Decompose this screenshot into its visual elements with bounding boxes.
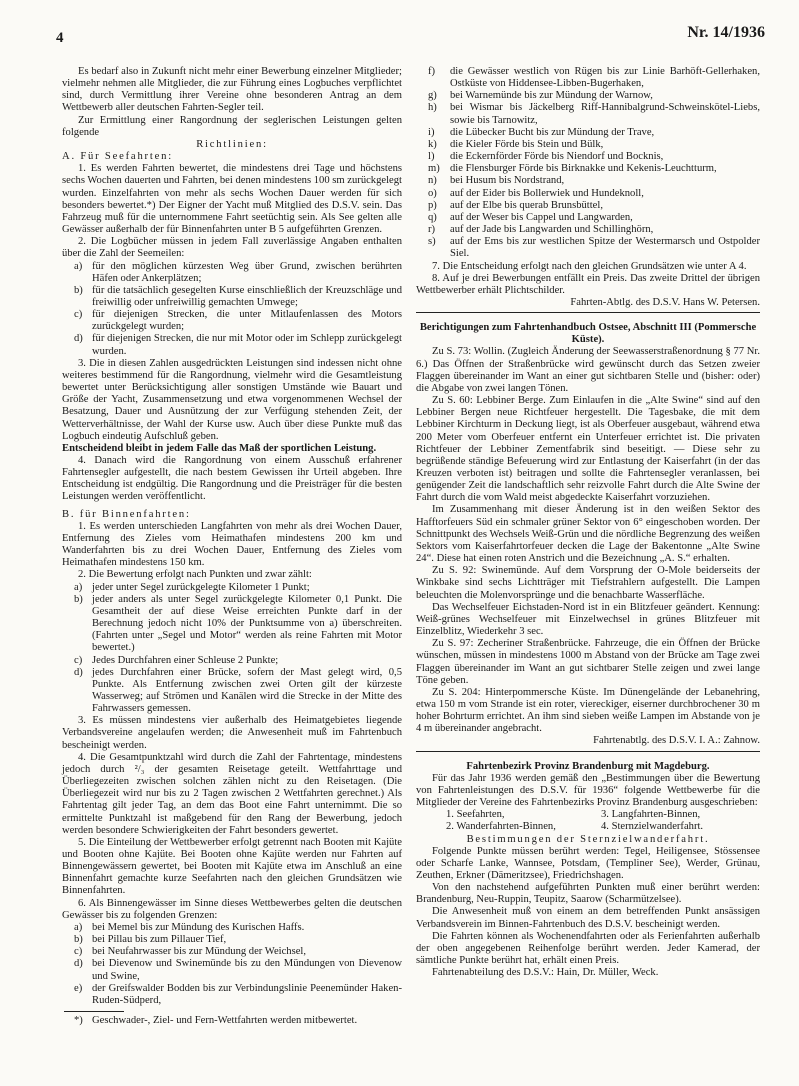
list-item: b) bei Pillau bis zum Pillauer Tief,: [74, 934, 227, 946]
article-title-berichtigungen: Berichtigungen zum Fahrtenhandbuch Ostsee, Abschnitt III (Pommersche Küste).: [419, 322, 757, 346]
paragraph: 8. Auf je drei Bewerbungen entfällt ein Preis. Das zweite Drittel der übrigen Wettbewerber erhält Plichtschilder.: [416, 272, 760, 296]
list-item: k) die Kieler Förde bis Stein und Bülk,: [428, 138, 604, 150]
list-row: [416, 809, 760, 821]
paragraph: Zu S. 92: Swinemünde. Auf dem Vorsprung der O-Mole beiderseits der Winkbake sind sechs Lichtträger mit Tiefstrahlern aufgestellt. Die Lampen beleuchten die Molenvorsprünge und die benachbarte Wasserfläche.: [416, 565, 760, 601]
paragraph: Die Anwesenheit muß von einem an dem betreffenden Punkt ansässigen Verbandsverein im Binnen-Fahrtenbuch des D.S.V. bescheinigt werden.: [416, 906, 760, 930]
paragraph: 1. Es werden unterschieden Langfahrten von mehr als drei Wochen Dauer, Entfernung des Zieles vom Heimathafen mindestens 200 km und Wanderfahrten bis zu drei Wochen Dauer, Entfernung des Zieles vom Heimathafen mindestens 150 km.: [62, 520, 402, 569]
article-title-fahrtenbezirk: Fahrtenbezirk Provinz Brandenburg mit Magdeburg.: [466, 760, 710, 772]
list-item: p) auf der Elbe bis querab Brunsbüttel,: [428, 199, 603, 211]
subheading-sternziel: Bestimmungen der Sternzielwanderfahrt.: [466, 833, 710, 845]
list-item: f) die Gewässer westlich von Rügen bis zur Linie Barhöft-Gellerhaken, Ostküste von Hiddensee-Libben-Bugerhaken,: [428, 66, 760, 90]
paragraph: Zu S. 204: Hinterpommersche Küste. Im Dünengelände der Lebanehring, etwa 150 m vom Strande ist ein roter, viereckiger, eiserner durchbrochener 30 m hoher Bohrturm errichtet. An ihm sind sieben weiße Lampen im Abstande von je 4 m übereinander angebracht.: [416, 686, 760, 735]
page-number: 4: [56, 30, 64, 46]
paragraph: Folgende Punkte müssen berührt werden: Tegel, Heiligensee, Stössensee oder Scharfe Lanke, Wannsee, Potsdam, (Templiner See), Werder, Grünau, Zeuthen, Erkner (Dämeritzsee), Friedrichshagen.: [416, 845, 760, 881]
bold-statement: Entscheidend bleibt in jedem Falle das Maß der sportlichen Leistung.: [62, 442, 377, 454]
paragraph: Im Zusammenhang mit dieser Änderung ist in den weißen Sektor des Hafftorfeuers Süd ein schmaler grüner Sektor von 6° eingeschoben worden. Der Schnittpunkt des Wechsels Weiß-Grün und die nördliche Begrenzung des weißen Sektors vom Kaiserfahrtorfeuer decken die Lage der Bakentonne „Alte Swine 24“. Diese hat einen roten Anstrich und die Bezeichnung „A. S.“ erhalten.: [416, 504, 760, 565]
paragraph: Für das Jahr 1936 werden gemäß den „Bestimmungen über die Bewertung von Fahrtenleistungen des D.S.V. für 1936“ folgende Wettbewerbe für die Mitglieder der Vereine des Fahrtenbezirks Provinz Brandenburg ausgeschrieben:: [416, 772, 760, 809]
signature: Fahrtenabteilung des D.S.V.: Hain, Dr. Müller, Weck.: [432, 967, 659, 979]
paragraph: 4. Danach wird die Rangordnung von einem Ausschuß erfahrener Fahrtensegler aufgestellt, die nach bestem Gewissen ihr Urteil abgeben. Ihre Entscheidung ist endgültig. Die Rangordnung und die Preisträger für die besten Leistungen werden veröffentlicht.: [62, 455, 402, 503]
section-heading-seefahrten: A. Für Seefahrten:: [62, 151, 173, 163]
list-item: 3. Langfahrten-Binnen,: [601, 809, 701, 821]
list-item: s) auf der Ems bis zur westlichen Spitze der Westermarsch und Ostpolder Siel.: [428, 236, 760, 260]
paragraph: 1. Es werden Fahrten bewertet, die mindestens drei Tage und höchstens sechs Wochen dauerten und Fahrten, bei denen mindestens 100 sm zurückgelegt wurden. Einzelfahrten von mehr als sechs Wochen Dauer werden für sich besonders bewertet.*) Der Eigner der Yacht muß Mitglied des D.S.V. sein. Das Fahrzeug muß für die unternommene Fahrt seetüchtig sein. Als See gelten alle Gewässer außerhalb der für Binnenfahrten unter B 5 aufgeführten Grenzen.: [62, 163, 402, 236]
list-item: 4. Sternzielwanderfahrt.: [601, 821, 704, 833]
paragraph: Von den nachstehend aufgeführten Punkten muß einer berührt werden: Brandenburg, Neu-Ruppin, Teupitz, Saarow (Scharmützelsee).: [416, 882, 760, 906]
list-row: [416, 821, 760, 833]
paragraph: 3. Die in diesen Zahlen ausgedrückten Leistungen sind indessen nicht ohne weiteres bestimmend für die Rangordnung, vielmehr wird die Gesamtleistung bewertet unter Berücksichtigung aller sonstigen Umstände wie Bauart und Größe der Yacht, Zusammensetzung und etwa vorgenommenen Wechsel der Besatzung, Dauer und Ausnützung der zur Verfügung stehenden Zeit, der Wetterverhältnisse, der Wahl der Kurse usw. Auch über diese Punkte muß das Logbuch eindeutig Aufschluß geben.: [62, 357, 402, 442]
paragraph: 4. Die Gesamtpunktzahl wird durch die Zahl der Fahrtentage, mindestens jedoch durch ²/₃ der gesamten Reisetage geteilt. Wettfahrttage und Überliegezeiten zwischen solchen zählen nicht zu den Reisetagen. (Die Überliegezeit wird nur bis zu 2 Tagen zwischen 2 Wettfahrten gerechnet.) Als Fahrtentag gilt jeder Tag, an dem das Boot eine Fahrt unternimmt. Die so ermittelte Punktzahl ist maßgebend für den Rang der Bewerbung, jedoch werden besondere Schwierigkeiten der Fahrt besonders gewertet.: [62, 751, 402, 836]
paragraph: Zu S. 60: Lebbiner Berge. Zum Einlaufen in die „Alte Swine“ sind auf den Lebbiner Bergen neue Richtfeuer hergestellt. Die Tagesbake, die mit dem Lebbiner Kirchturm in Deckung liegt, ist als Oberfeuer ausgebaut, während etwa 200 Meter vom Oberfeuer entfernt ein Unterfeuer errichtet ist. Die privaten Richtfeuer der Lebbiner Zementfabrik sind beseitigt. — Diese sehr zu begrüßende ständige Befeuerung wird zur Entlastung der Kaiserfahrt (in der das Kreuzen verboten ist) beitragen und sollte die Fahrtensegler veranlassen, bei genügender Zeit die landschaftlich sehr reizvolle Fahrt durch die Alte Swine der Fahrt durch die vom Wald meist abgedeckte Kaiserfahrt vorzuziehen.: [416, 395, 760, 504]
list-item: c) für diejenigen Strecken, die unter Mitlaufenlassen des Motors zurückgelegt wurden;: [74, 309, 402, 333]
paragraph: 5. Die Einteilung der Wettbewerber erfolgt getrennt nach Booten mit Kajüte und Booten ohne Kajüte. Bei Booten ohne Kajüte werden nur Fahrten auf Binnengewässern gewertet, bei Booten mit Kajüte etwa im Anschluß an eine Binnenfahrt gemachte kurze Seefahrten nach den gleichen Grundsätzen wie Binnenfahrten.: [62, 836, 402, 897]
list-b6-continued: [416, 66, 760, 261]
paragraph: 2. Die Bewertung erfolgt nach Punkten und zwar zählt:: [78, 569, 312, 581]
left-column: [62, 66, 402, 1027]
list-item: g) bei Warnemünde bis zur Mündung der Warnow,: [428, 90, 653, 102]
list-item: d) jedes Durchfahren einer Brücke, sofern der Mast gelegt wird, 0,5 Punkte. Als Entfernung zwischen zwei Orten gilt der kürzeste Wasserweg; auf Strömen und Kanälen wird die Strecke in der Mitte des Fahrwassers gemessen.: [74, 666, 402, 715]
list-item: l) die Eckernförder Förde bis Niendorf und Bocknis,: [428, 151, 664, 163]
paragraph: 7. Die Entscheidung erfolgt nach den gleichen Grundsätzen wie unter A 4.: [432, 260, 747, 272]
paragraph: 3. Es müssen mindestens vier außerhalb des Heimatgebietes liegende Verbandsvereine angelaufen werden; die Anwesenheit muß im Fahrtenbuch bescheinigt werden.: [62, 715, 402, 751]
footnote: *) Geschwader-, Ziel- und Fern-Wettfahrten werden mitbewertet.: [74, 1015, 358, 1027]
list-a2: [62, 261, 402, 358]
issue-number: Nr. 14/1936: [687, 24, 765, 41]
list-item: a) bei Memel bis zur Mündung des Kurischen Haffs.: [74, 921, 305, 933]
list-item: d) bei Dievenow und Swinemünde bis zu den Mündungen von Dievenow und Swine,: [74, 958, 402, 982]
list-item: e) der Greifswalder Bodden bis zur Verbindungslinie Peenemünder Haken-Ruden-Südperd,: [74, 982, 402, 1006]
paragraph: Das Wechselfeuer Eichstaden-Nord ist in ein Blitzfeuer geändert. Kennung: Weiß-grünes Wechselfeuer mit Einzelwechsel in grünes Blitzfeuer mit Einzelblitz, Wiederkehr 3 sec.: [416, 601, 760, 638]
list-item: d) für diejenigen Strecken, die nur mit Motor oder im Schlepp zurückgelegt wurden.: [74, 333, 402, 357]
list-item: m) die Flensburger Förde bis Birknakke und Kekenis-Leuchtturm,: [428, 163, 717, 175]
paragraph: 2. Die Logbücher müssen in jedem Fall zuverlässige Angaben enthalten über die Zahl der Seemeilen:: [62, 236, 402, 260]
paragraph: Zu S. 73: Wollin. (Zugleich Änderung der Seewasserstraßenordnung § 77 Nr. 6.) Das Öffnen der Straßenbrücke wird gewünscht durch das Setzen zweier Flaggen übereinander im Want an einer gut sichtbaren Stelle und (bisher: oder) die Abgabe von zwei langen Tönen.: [416, 346, 760, 394]
signature: Fahrtenabtlg. des D.S.V. I. A.: Zahnow.: [593, 735, 760, 747]
section-heading-richtlinien: Richtlinien:: [196, 138, 268, 150]
list-item: r) auf der Jade bis Langwarden und Schillinghörn,: [428, 224, 654, 236]
list-item: c) bei Neufahrwasser bis zur Mündung der Weichsel,: [74, 946, 307, 958]
paragraph: Die Fahrten können als Wochenendfahrten oder als Ferienfahrten außerhalb der oben angegebenen Reihenfolge berührt werden. Jeder Kamerad, der sämtliche Punkte berührt hat, erhält einen Preis.: [416, 930, 760, 967]
signature: Fahrten-Abtlg. des D.S.V. Hans W. Petersen.: [570, 296, 760, 308]
paragraph: 6. Als Binnengewässer im Sinne dieses Wettbewerbes gelten die deutschen Gewässer bis zu folgenden Grenzen:: [62, 897, 402, 921]
list-item: b) für die tatsächlich gesegelten Kurse einschließlich der Kreuzschläge und freiwillig oder unfreiwillig gemachten Umwege;: [74, 284, 402, 308]
footnote-divider: [64, 1011, 124, 1012]
list-item: q) auf der Weser bis Cappel und Langwarden,: [428, 211, 633, 223]
list-item: 1. Seefahrten,: [446, 809, 505, 821]
list-item: 2. Wanderfahrten-Binnen,: [446, 821, 556, 833]
list-item: n) bei Husum bis Nordstrand,: [428, 175, 565, 187]
right-column: [416, 66, 760, 979]
list-item: c) Jedes Durchfahren einer Schleuse 2 Punkte;: [74, 654, 279, 666]
list-item: b) jeder anders als unter Segel zurückgelegte Kilometer 0,1 Punkt. Die Gesamtheit der auf diese Weise erreichten Punkte darf in der Berechnung jedoch nicht 10% der Punktsumme von a) überschreiten. (Fahrten unter „Segel und Motor“ werden als reine Fahrten mit Motor bewertet.): [74, 593, 402, 654]
list-item: i) die Lübecker Bucht bis zur Mündung der Trave,: [428, 126, 655, 138]
competition-list: [416, 809, 760, 833]
divider: [416, 312, 760, 313]
paragraph: Es bedarf also in Zukunft nicht mehr einer Bewerbung einzelner Mitglieder; vielmehr nehmen alle Mitglieder, die zur Führung eines Logbuches verpflichtet sind, durch Vermittlung ihrer Vereine ohne besonderen Antrag an dem Wettbewerb aller deutschen Fahrten-Segler teil.: [62, 66, 402, 114]
section-heading-binnenfahrten: B. für Binnenfahrten:: [62, 508, 191, 520]
list-b6: [62, 922, 402, 1007]
list-item: a) jeder unter Segel zurückgelegte Kilometer 1 Punkt;: [74, 581, 310, 593]
list-b2: [62, 582, 402, 716]
list-item: h) bei Wismar bis Jäckelberg Riff-Hannibalgrund-Schweinskötel-Liebs, sowie bis Tarnowitz,: [428, 102, 760, 126]
list-item: o) auf der Eider bis Bollerwiek und Hundeknoll,: [428, 187, 644, 199]
list-item: a) für den möglichen kürzesten Weg über Grund, zwischen berührten Häfen oder Ankerplätzen;: [74, 260, 402, 284]
paragraph: Zur Ermittlung einer Rangordnung der seglerischen Leistungen gelten folgende: [62, 114, 402, 138]
paragraph: Zu S. 97: Zecheriner Straßenbrücke. Fahrzeuge, die ein Öffnen der Brücke wünschen, müssen in mindestens 1000 m Abstand von der Brücke am Tage zwei Flaggen übereinander im Want an gut sichtbarer Stelle zeigen und zwei lange Töne geben.: [416, 638, 760, 686]
divider: [416, 751, 760, 752]
